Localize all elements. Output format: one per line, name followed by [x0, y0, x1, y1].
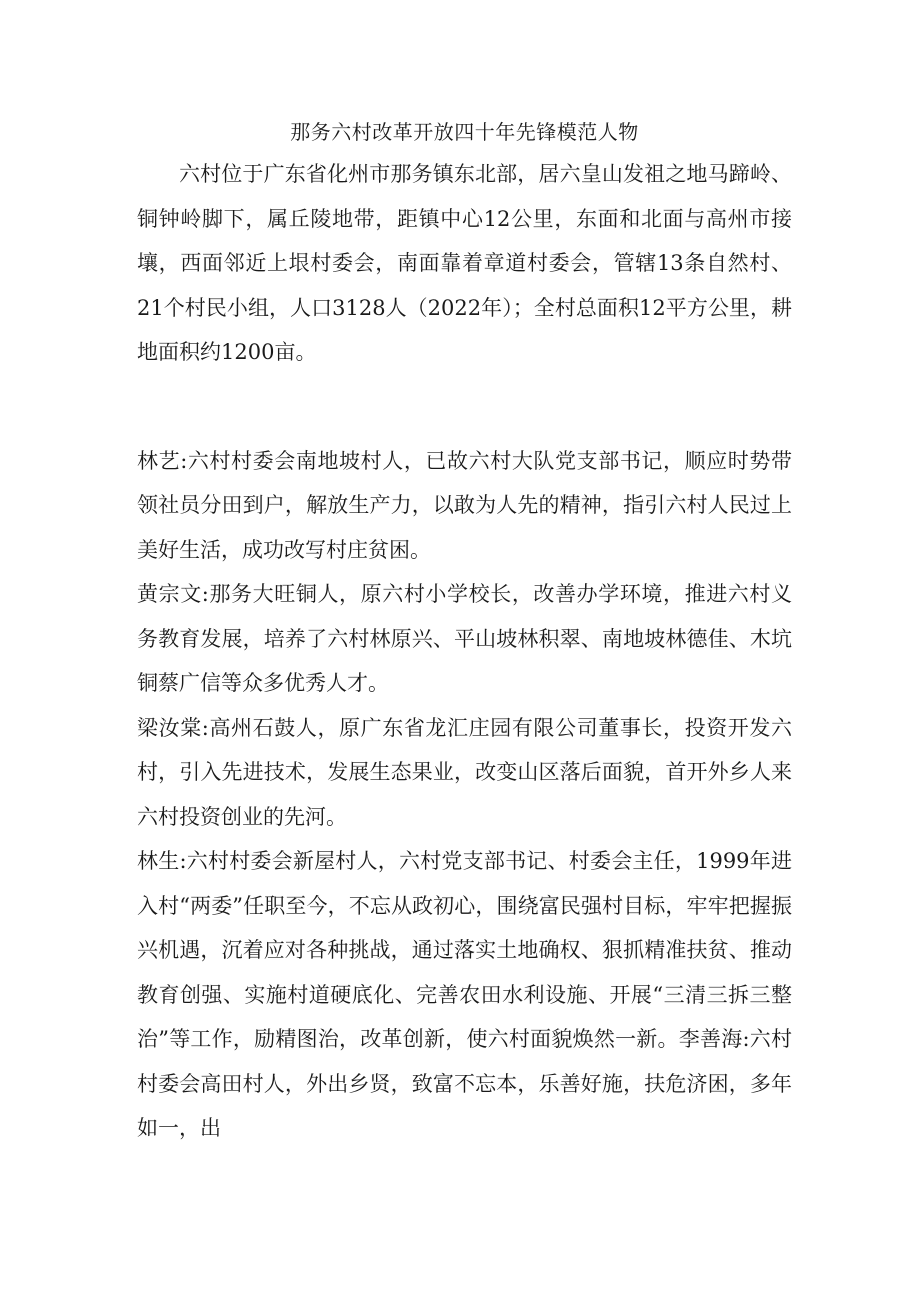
- entry-huang-zongwen: 黄宗文:那务大旺铜人，原六村小学校长，改善办学环境，推进六村义务教育发展，培养了六村林原兴、平山坡林积翠、南地坡林德佳、木坑铜蔡广信等众多优秀人才。: [137, 582, 792, 695]
- document-page: [137, 112, 792, 1151]
- entry-lin-yi: 林艺:六村村委会南地坡村人，已故六村大队党支部书记，顺应时势带领社员分田到户，解放生产力，以敢为人先的精神，指引六村人民过上美好生活，成功改写村庄贫困。: [137, 448, 792, 562]
- document-title: 那务六村改革开放四十年先锋模范人物: [290, 120, 639, 144]
- entry-lin-sheng: 林生:六村村委会新屋村人，六村党支部书记、村委会主任，1999年进入村“两委”任职至今，不忘从政初心，围绕富民强村目标，牢牢把握振兴机遇，沉着应对各种挑战，通过落实土地确权、狠抓精准扶贫、推动教育创强、实施村道硬底化、完善农田水利设施、开展“三清三拆三整治”等工作，励精图治，改革创新，使六村面貌焕然一新。李善海:六村村委会高田村人，外出乡贤，致富不忘本，乐善好施，扶危济困，多年如一，出: [137, 849, 792, 1140]
- entry-liang-rutang: 梁汝棠:高州石鼓人，原广东省龙汇庄园有限公司董事长，投资开发六村，引入先进技术，发展生态果业，改变山区落后面貌，首开外乡人来六村投资创业的先河。: [137, 715, 792, 829]
- section-gap: [137, 375, 792, 439]
- intro-paragraph: 六村位于广东省化州市那务镇东北部，居六皇山发祖之地马蹄岭、铜钟岭脚下，属丘陵地带，距镇中心12公里，东面和北面与高州市接壤，西面邻近上垠村委会，南面靠着章道村委会，管辖13条自然村、21个村民小组，人口3128人（2022年）；全村总面积12平方公里，耕地面积约1200亩。: [137, 162, 792, 364]
